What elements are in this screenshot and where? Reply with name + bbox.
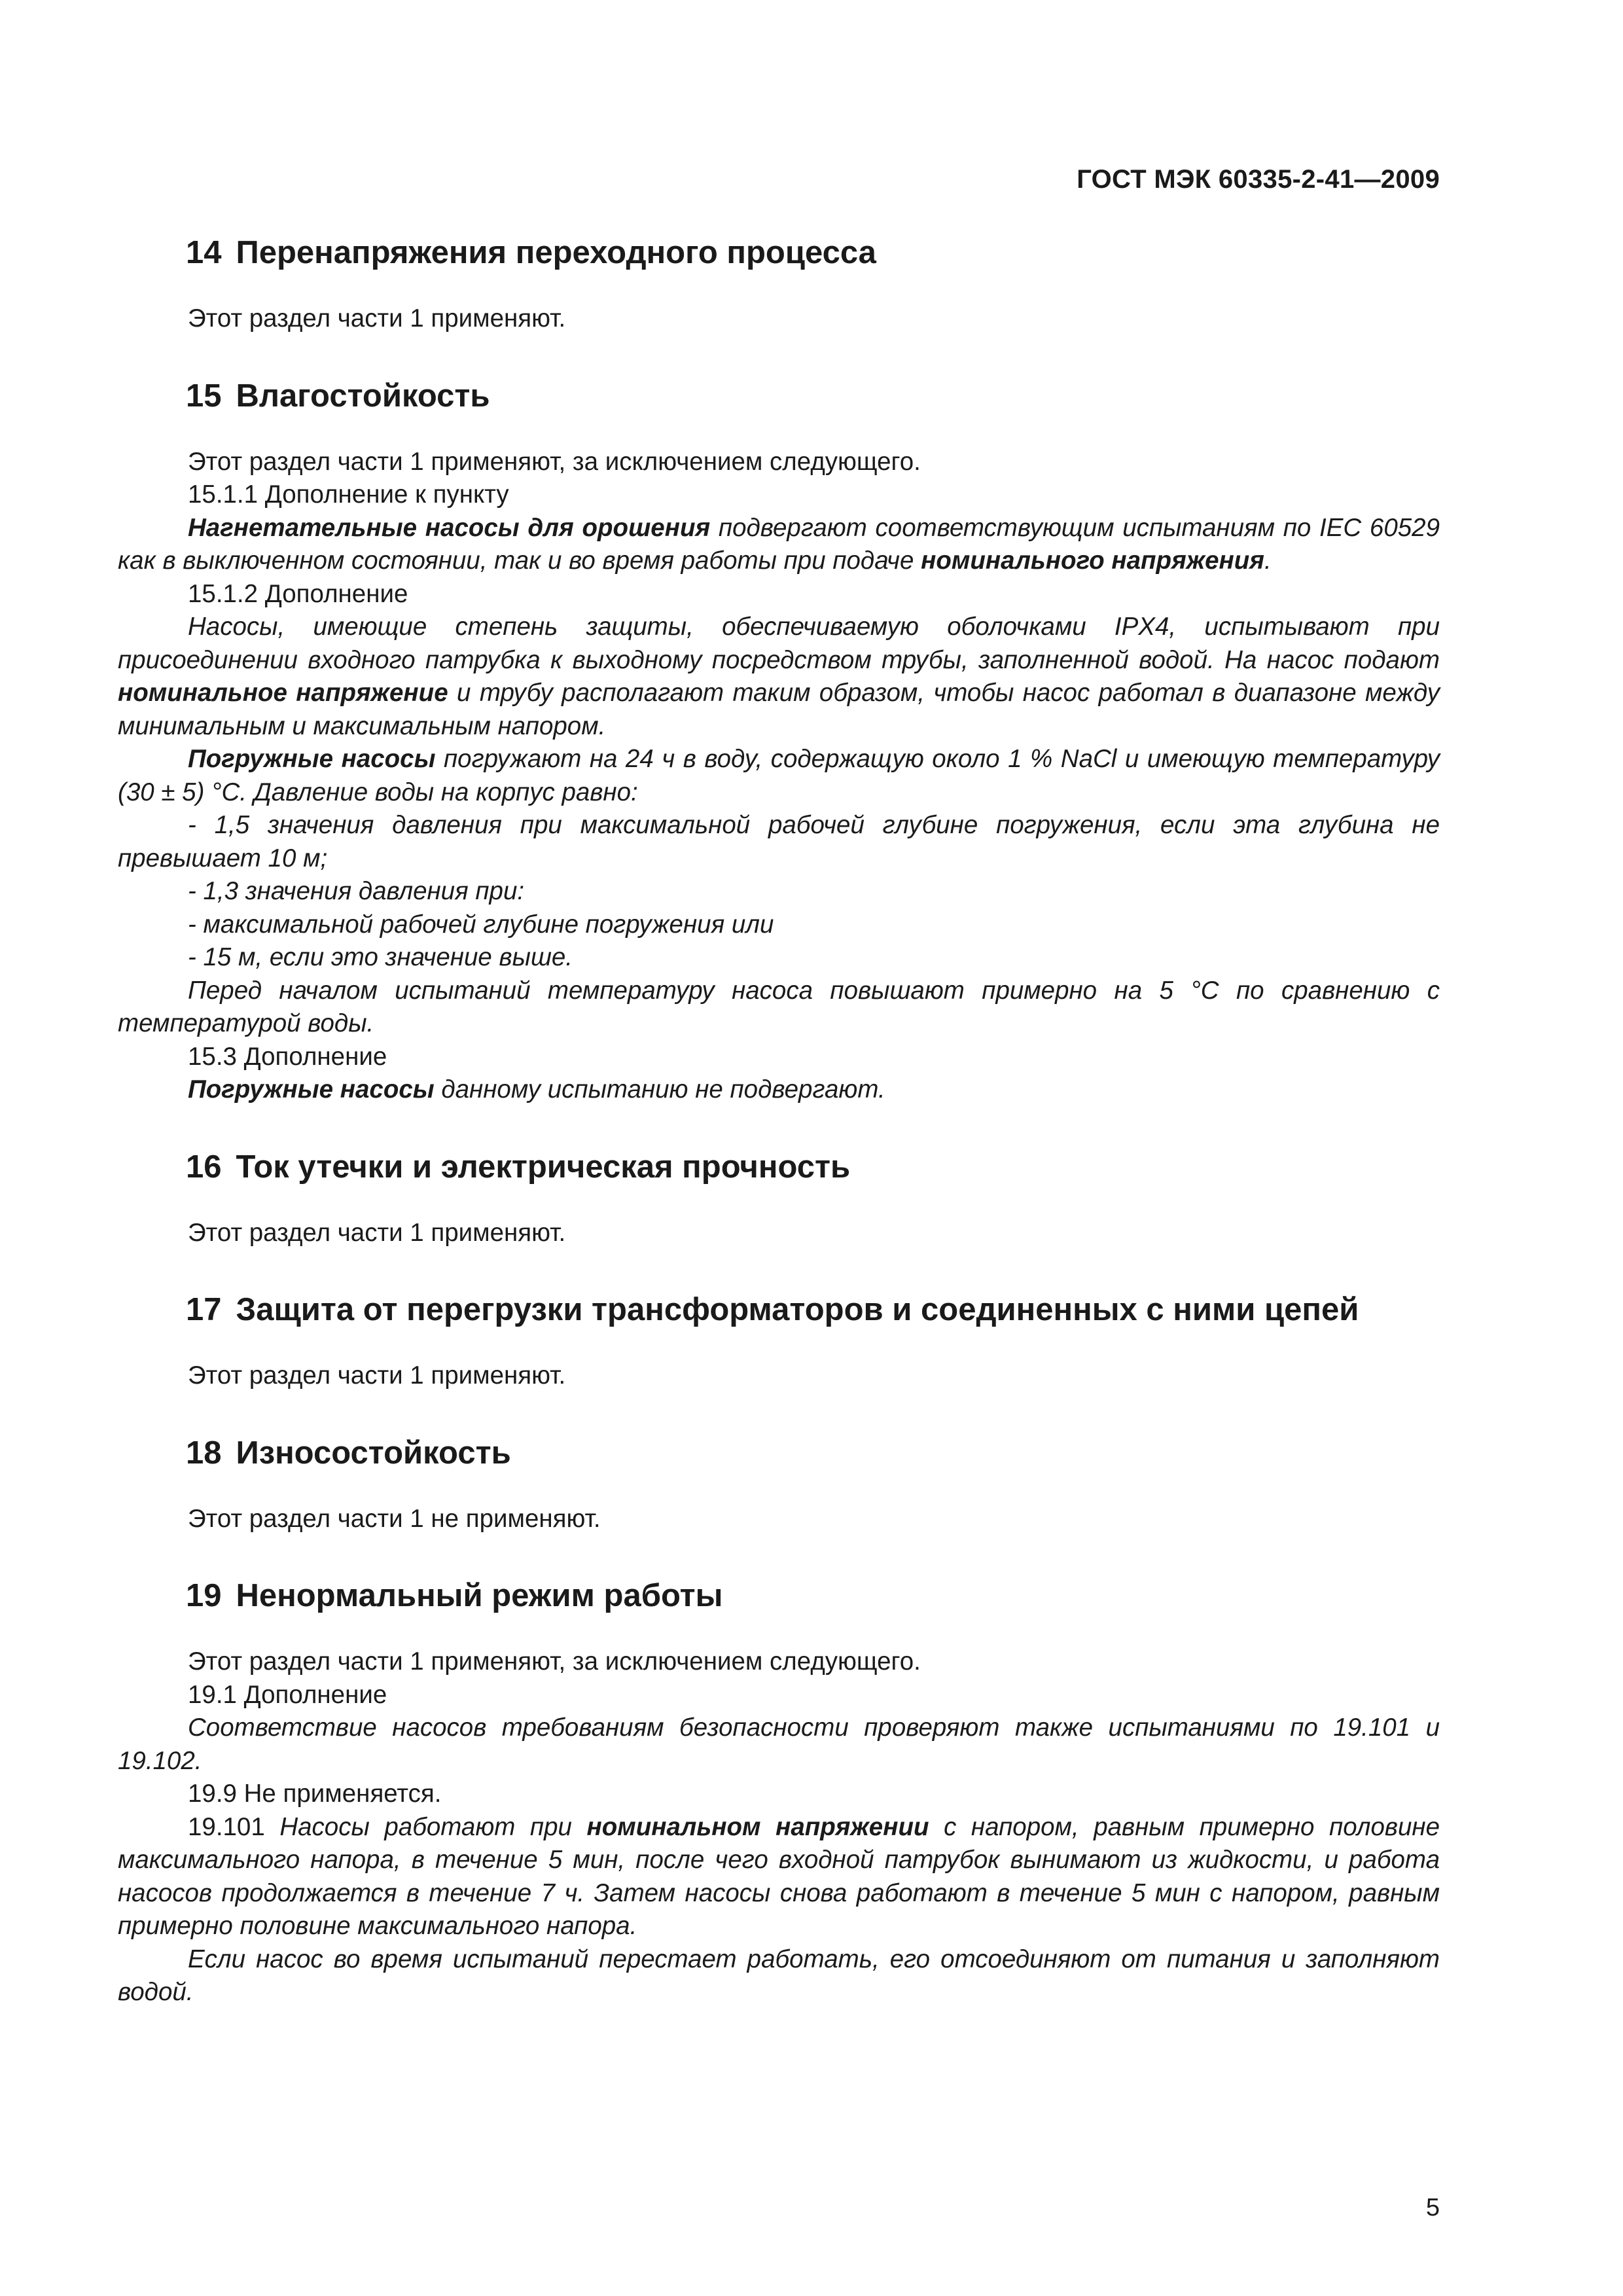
clause-19-1-text: Соответствие насосов требованиям безопасности проверяют также испытаниями по 19.101 и 19.102. [118, 1713, 1440, 1775]
section-19-heading: 19 Ненормальный режим работы [186, 1578, 723, 1613]
section-15-intro: Этот раздел части 1 применяют, за исключением следующего. [188, 447, 921, 476]
section-17-text: Этот раздел части 1 применяют. [188, 1361, 566, 1390]
section-18-heading: 18 Износостойкость [186, 1435, 511, 1471]
section-19-intro: Этот раздел части 1 применяют, за исключением следующего. [188, 1647, 921, 1676]
clause-15-1-2-text: Насосы, имеющие степень защиты, обеспечиваемую оболочками IPX4, испытывают при присоединении входного патрубка к выходному посредством трубы, заполненной водой. На насос подают номинальное напряжение и трубу располагают таким образом, чтобы насос работал в диапазоне между минимальным и максимальным напором. [118, 613, 1440, 740]
clause-19-1-label: 19.1 Дополнение [188, 1680, 387, 1709]
clause-15-1-2-label: 15.1.2 Дополнение [188, 579, 408, 608]
standard-code-header: ГОСТ МЭК 60335-2-41—2009 [1077, 165, 1440, 194]
document-page [118, 0, 1440, 2296]
list-item: - максимальной рабочей глубине погружения или [188, 910, 774, 939]
clause-19-9-text: 19.9 Не применяется. [188, 1780, 442, 1808]
section-18-text: Этот раздел части 1 не применяют. [188, 1504, 601, 1533]
section-14-text: Этот раздел части 1 применяют. [188, 304, 566, 332]
section-15-heading: 15 Влагостойкость [186, 378, 490, 414]
clause-15-3-label: 15.3 Дополнение [188, 1042, 387, 1071]
section-16-heading: 16 Ток утечки и электрическая прочность [186, 1149, 851, 1185]
section-14-heading: 14 Перенапряжения переходного процесса [186, 235, 876, 270]
section-17-heading: 17 Защита от перегрузки трансформаторов и соединенных с ними цепей [186, 1292, 1359, 1327]
list-item: - 1,3 значения давления при: [188, 877, 525, 905]
list-item: - 1,5 значения давления при максимальной рабочей глубине погружения, если эта глубина не превышает 10 м; [118, 811, 1440, 872]
clause-19-101-last: Если насос во время испытаний перестает работать, его отсоединяют от питания и заполняют водой. [118, 1945, 1440, 2006]
section-16-text: Этот раздел части 1 применяют. [188, 1218, 566, 1247]
page-number: 5 [1425, 2194, 1440, 2221]
temperature-text: Перед началом испытаний температуру насоса повышают примерно на 5 °С по сравнению с температурой воды. [118, 976, 1440, 1037]
list-item: - 15 м, если это значение выше. [188, 943, 573, 971]
document-body [118, 229, 1440, 2009]
clause-15-3-text: Погружные насосы данному испытанию не подвергают. [188, 1075, 885, 1103]
clause-15-1-1-text: Нагнетательные насосы для орошения подвергают соответствующим испытаниям по IEC 60529 как в выключенном состоянии, так и во время работы при подаче номинального напряжения. [118, 513, 1440, 575]
clause-19-101-text: 19.101 Насосы работают при номинальном напряжении с напором, равным примерно половине максимального напора, в течение 5 мин, после чего входной патрубок вынимают из жидкости, и работа насосов продолжается в течение 7 ч. Затем насосы снова работают в течение 5 мин с напором, равным примерно половине максимального напора. [118, 1812, 1440, 1940]
submersible-pumps-text: Погружные насосы погружают на 24 ч в воду, содержащую около 1 % NaCl и имеющую температуру (30 ± 5) °С. Давление воды на корпус равно: [118, 745, 1440, 806]
clause-15-1-1-label: 15.1.1 Дополнение к пункту [188, 480, 509, 509]
